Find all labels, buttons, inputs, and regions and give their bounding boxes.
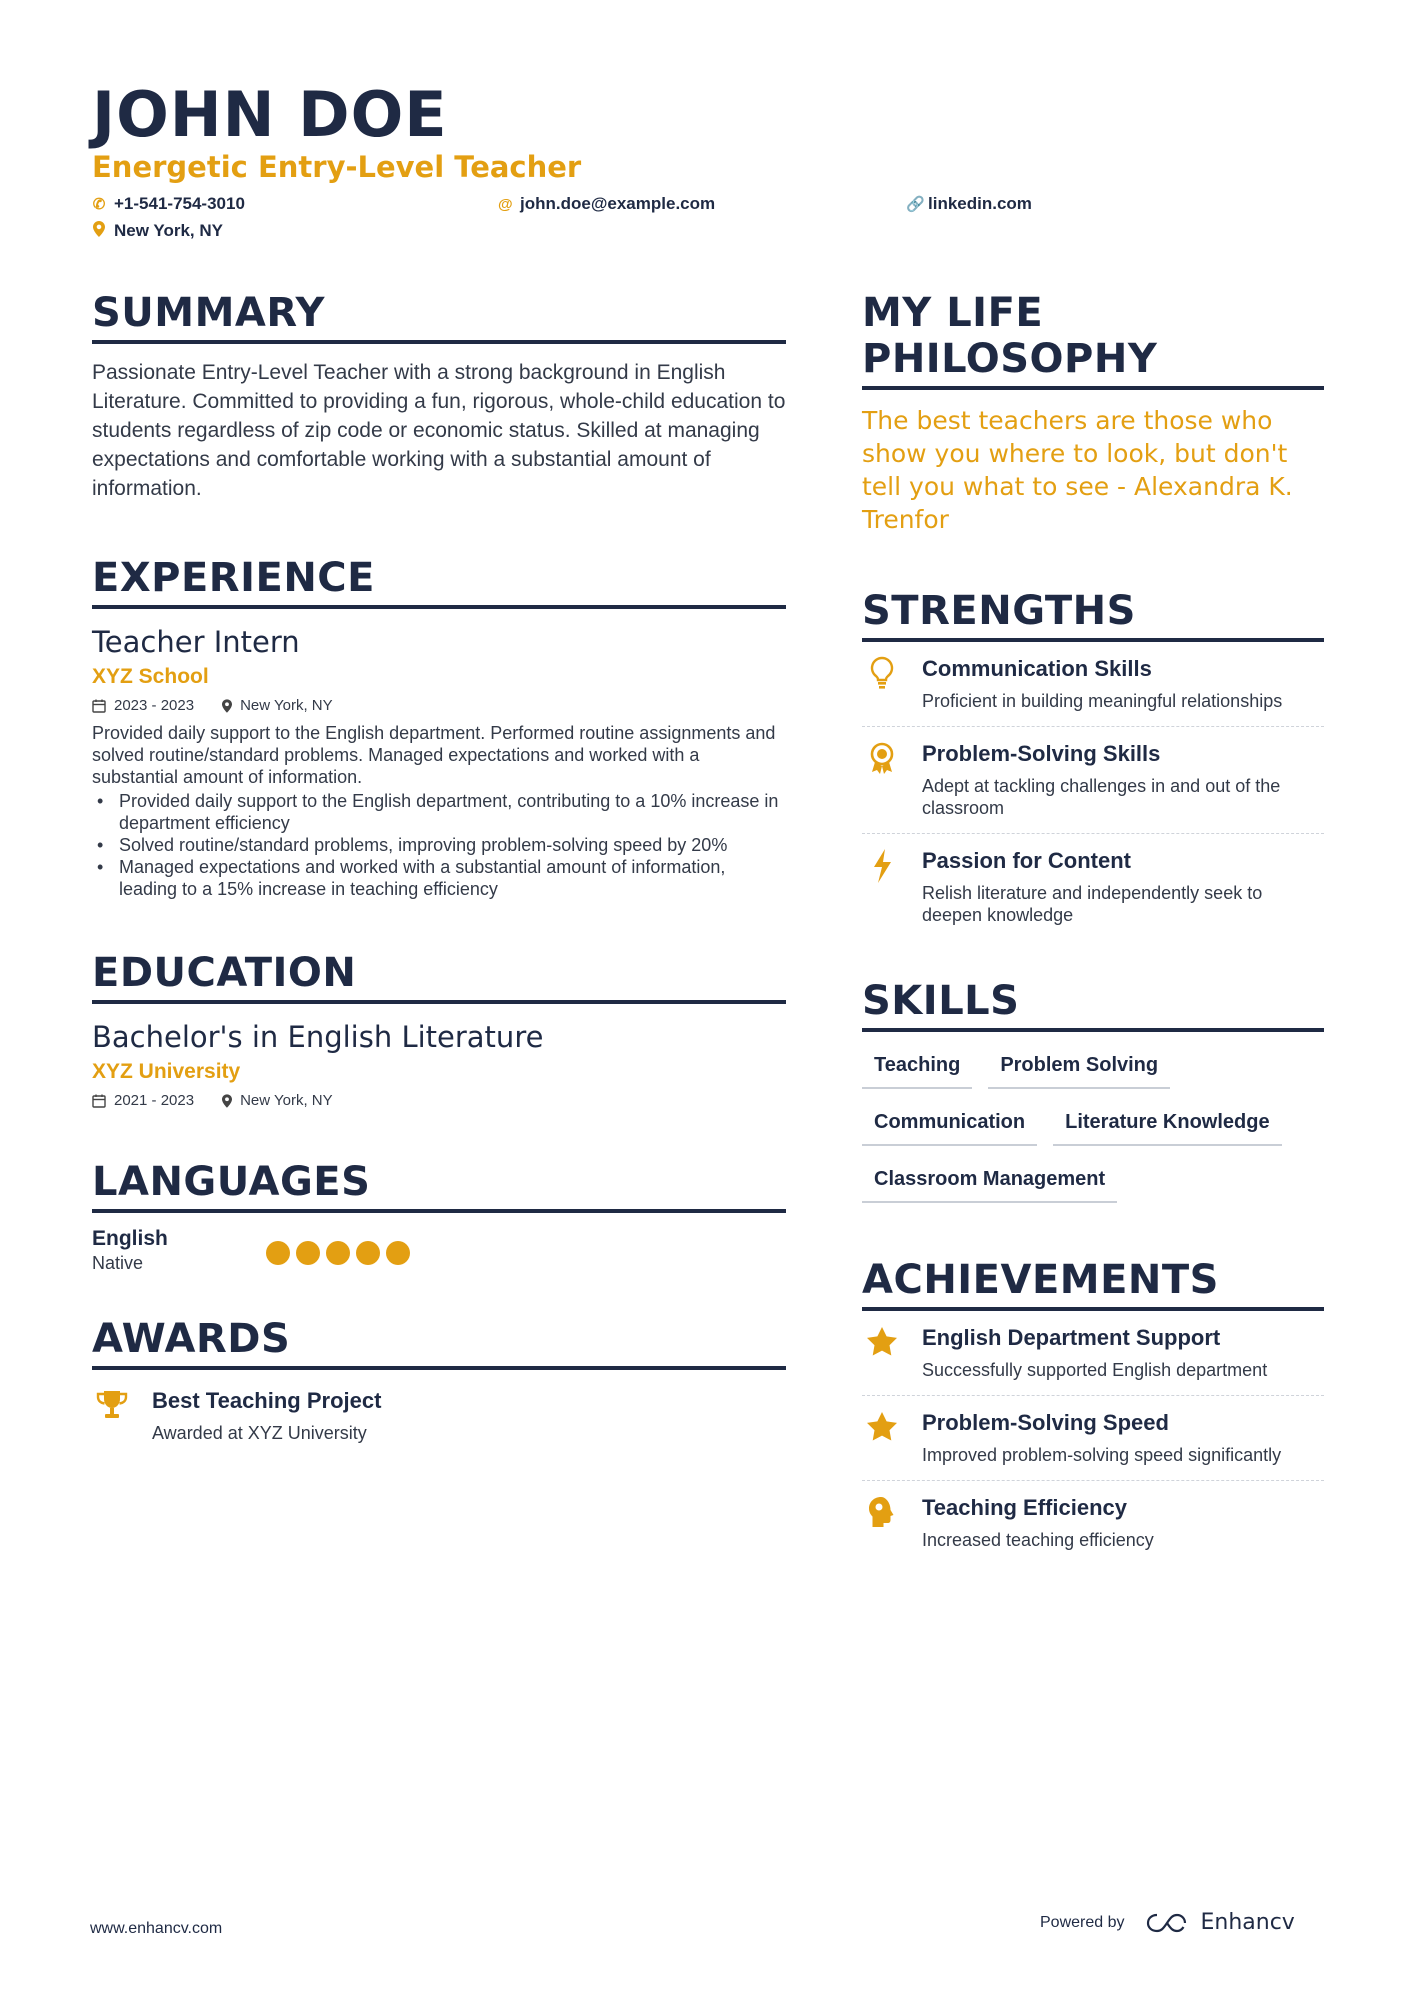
head-icon <box>862 1495 902 1551</box>
rating-dot <box>326 1241 350 1265</box>
strength-item <box>862 727 1324 834</box>
medal-icon <box>862 741 902 819</box>
experience-section <box>92 555 786 900</box>
education-heading: EDUCATION <box>92 950 786 1004</box>
education-section <box>92 950 786 1109</box>
at-icon: @ <box>498 195 513 213</box>
philosophy-heading-line2: PHILOSOPHY <box>862 336 1158 382</box>
contact-location <box>92 221 223 241</box>
footer-branding <box>1040 1910 1295 1935</box>
strength-item <box>862 642 1324 727</box>
strength-body <box>922 656 1324 712</box>
calendar-icon <box>92 699 106 713</box>
experience-dates-text: 2023 - 2023 <box>114 697 195 714</box>
language-level: Native <box>92 1253 144 1273</box>
experience-description: Provided daily support to the English department. Performed routine assignments and solved routine/standard problems. Managed expectations and worked with a substantial amount of information. <box>92 723 776 787</box>
skill-tag: Communication <box>862 1105 1037 1146</box>
email-text: john.doe@example.com <box>520 194 716 213</box>
award-item <box>92 1388 786 1444</box>
experience-meta <box>92 697 786 714</box>
language-name: English <box>92 1227 168 1250</box>
experience-bullet: • Managed expectations and worked with a substantial amount of information, leading to a 15% increase in teaching efficiency <box>92 856 786 900</box>
rating-dot <box>386 1241 410 1265</box>
experience-bullet: • Solved routine/standard problems, improving problem-solving speed by 20% <box>92 834 786 856</box>
achievement-title: Problem-Solving Speed <box>922 1410 1169 1435</box>
awards-heading: AWARDS <box>92 1316 786 1370</box>
experience-bullet: • Provided daily support to the English department, contributing to a 10% increase in department efficiency <box>92 790 786 834</box>
star-icon <box>862 1325 902 1381</box>
location-pin-icon <box>222 699 232 713</box>
experience-heading: EXPERIENCE <box>92 555 786 609</box>
education-dates <box>92 1092 194 1109</box>
summary-heading: SUMMARY <box>92 290 786 344</box>
education-dates-text: 2021 - 2023 <box>114 1092 195 1109</box>
candidate-name: JOHN DOE <box>92 78 448 151</box>
strengths-section <box>862 588 1324 940</box>
skills-list <box>862 1048 1324 1203</box>
skills-section <box>862 978 1324 1203</box>
experience-org: XYZ School <box>92 665 209 688</box>
awards-section <box>92 1316 786 1444</box>
language-info <box>92 1227 266 1274</box>
summary-section <box>92 290 786 503</box>
languages-section <box>92 1159 786 1274</box>
language-item <box>92 1227 786 1274</box>
location-pin-icon <box>222 1094 232 1108</box>
contact-phone[interactable] <box>92 194 245 214</box>
phone-text: +1-541-754-3010 <box>114 194 245 213</box>
strength-body <box>922 741 1324 819</box>
skill-tag: Teaching <box>862 1048 972 1089</box>
summary-text: Passionate Entry-Level Teacher with a strong background in English Literature. Committed to providing a fun, rigorous, whole-child education to students regardless of zip code or economic status. Skilled at managing expectations and comfortable working with a substantial amount of information. <box>92 361 786 500</box>
phone-icon: ✆ <box>92 196 106 213</box>
rating-dot <box>266 1241 290 1265</box>
education-location <box>222 1092 333 1109</box>
strength-desc: Relish literature and independently seek to deepen knowledge <box>922 883 1263 925</box>
contact-email[interactable] <box>498 194 715 214</box>
location-pin-icon <box>92 221 106 241</box>
achievement-title: Teaching Efficiency <box>922 1495 1127 1520</box>
achievement-title: English Department Support <box>922 1325 1221 1350</box>
strength-title: Passion for Content <box>922 848 1132 873</box>
achievement-item <box>862 1396 1324 1481</box>
candidate-tagline: Energetic Entry-Level Teacher <box>92 150 582 184</box>
achievement-desc: Improved problem-solving speed significantly <box>922 1445 1282 1465</box>
education-degree: Bachelor's in English Literature <box>92 1020 544 1054</box>
right-column <box>862 290 1324 1565</box>
trophy-icon <box>92 1388 132 1444</box>
philosophy-heading-line1: MY LIFE <box>862 290 1044 336</box>
skills-heading: SKILLS <box>862 978 1324 1032</box>
achievement-body <box>922 1325 1324 1381</box>
rating-dot <box>356 1241 380 1265</box>
languages-heading: LANGUAGES <box>92 1159 786 1213</box>
skill-tag: Classroom Management <box>862 1162 1117 1203</box>
left-column <box>92 290 786 1444</box>
link-icon: 🔗 <box>906 196 925 213</box>
strength-item <box>862 834 1324 940</box>
footer-website[interactable]: www.enhancv.com <box>90 1920 223 1937</box>
experience-dates <box>92 697 194 714</box>
achievement-body <box>922 1495 1324 1551</box>
strength-title: Problem-Solving Skills <box>922 741 1161 766</box>
experience-role: Teacher Intern <box>92 625 300 659</box>
experience-location-text: New York, NY <box>240 697 333 714</box>
rating-dot <box>296 1241 320 1265</box>
education-meta <box>92 1092 786 1109</box>
strength-title: Communication Skills <box>922 656 1152 681</box>
star-icon <box>862 1410 902 1466</box>
skill-tag: Literature Knowledge <box>1053 1105 1281 1146</box>
enhancv-brand-text: Enhancv <box>1200 1910 1295 1935</box>
lightbulb-icon <box>862 656 902 712</box>
calendar-icon <box>92 1094 106 1108</box>
website-text: linkedin.com <box>928 194 1032 213</box>
enhancv-logo[interactable] <box>1145 1910 1295 1935</box>
strength-desc: Proficient in building meaningful relationships <box>922 691 1283 711</box>
philosophy-quote: The best teachers are those who show you where to look, but don't tell you what to see - Alexandra K. Trenfor <box>862 406 1293 534</box>
education-school: XYZ University <box>92 1060 241 1083</box>
strength-desc: Adept at tackling challenges in and out of the classroom <box>922 776 1281 818</box>
strengths-heading: STRENGTHS <box>862 588 1324 642</box>
achievement-desc: Increased teaching efficiency <box>922 1530 1154 1550</box>
achievements-section <box>862 1257 1324 1565</box>
strength-body <box>922 848 1324 926</box>
lightning-icon <box>862 848 902 926</box>
language-rating <box>266 1241 410 1265</box>
philosophy-heading <box>862 290 1324 390</box>
contact-website[interactable] <box>906 194 1032 214</box>
powered-by-label: Powered by <box>1040 1913 1125 1931</box>
achievement-desc: Successfully supported English department <box>922 1360 1268 1380</box>
award-title: Best Teaching Project <box>152 1388 382 1413</box>
award-body <box>152 1388 381 1444</box>
location-text: New York, NY <box>114 221 223 240</box>
achievements-heading: ACHIEVEMENTS <box>862 1257 1324 1311</box>
enhancv-logo-icon <box>1145 1911 1191 1935</box>
education-location-text: New York, NY <box>240 1092 333 1109</box>
experience-bullets <box>92 790 786 900</box>
philosophy-section <box>862 290 1324 536</box>
experience-location <box>222 697 333 714</box>
achievement-item <box>862 1311 1324 1396</box>
achievement-body <box>922 1410 1324 1466</box>
skill-tag: Problem Solving <box>988 1048 1170 1089</box>
achievement-item <box>862 1481 1324 1565</box>
award-desc: Awarded at XYZ University <box>152 1423 367 1443</box>
